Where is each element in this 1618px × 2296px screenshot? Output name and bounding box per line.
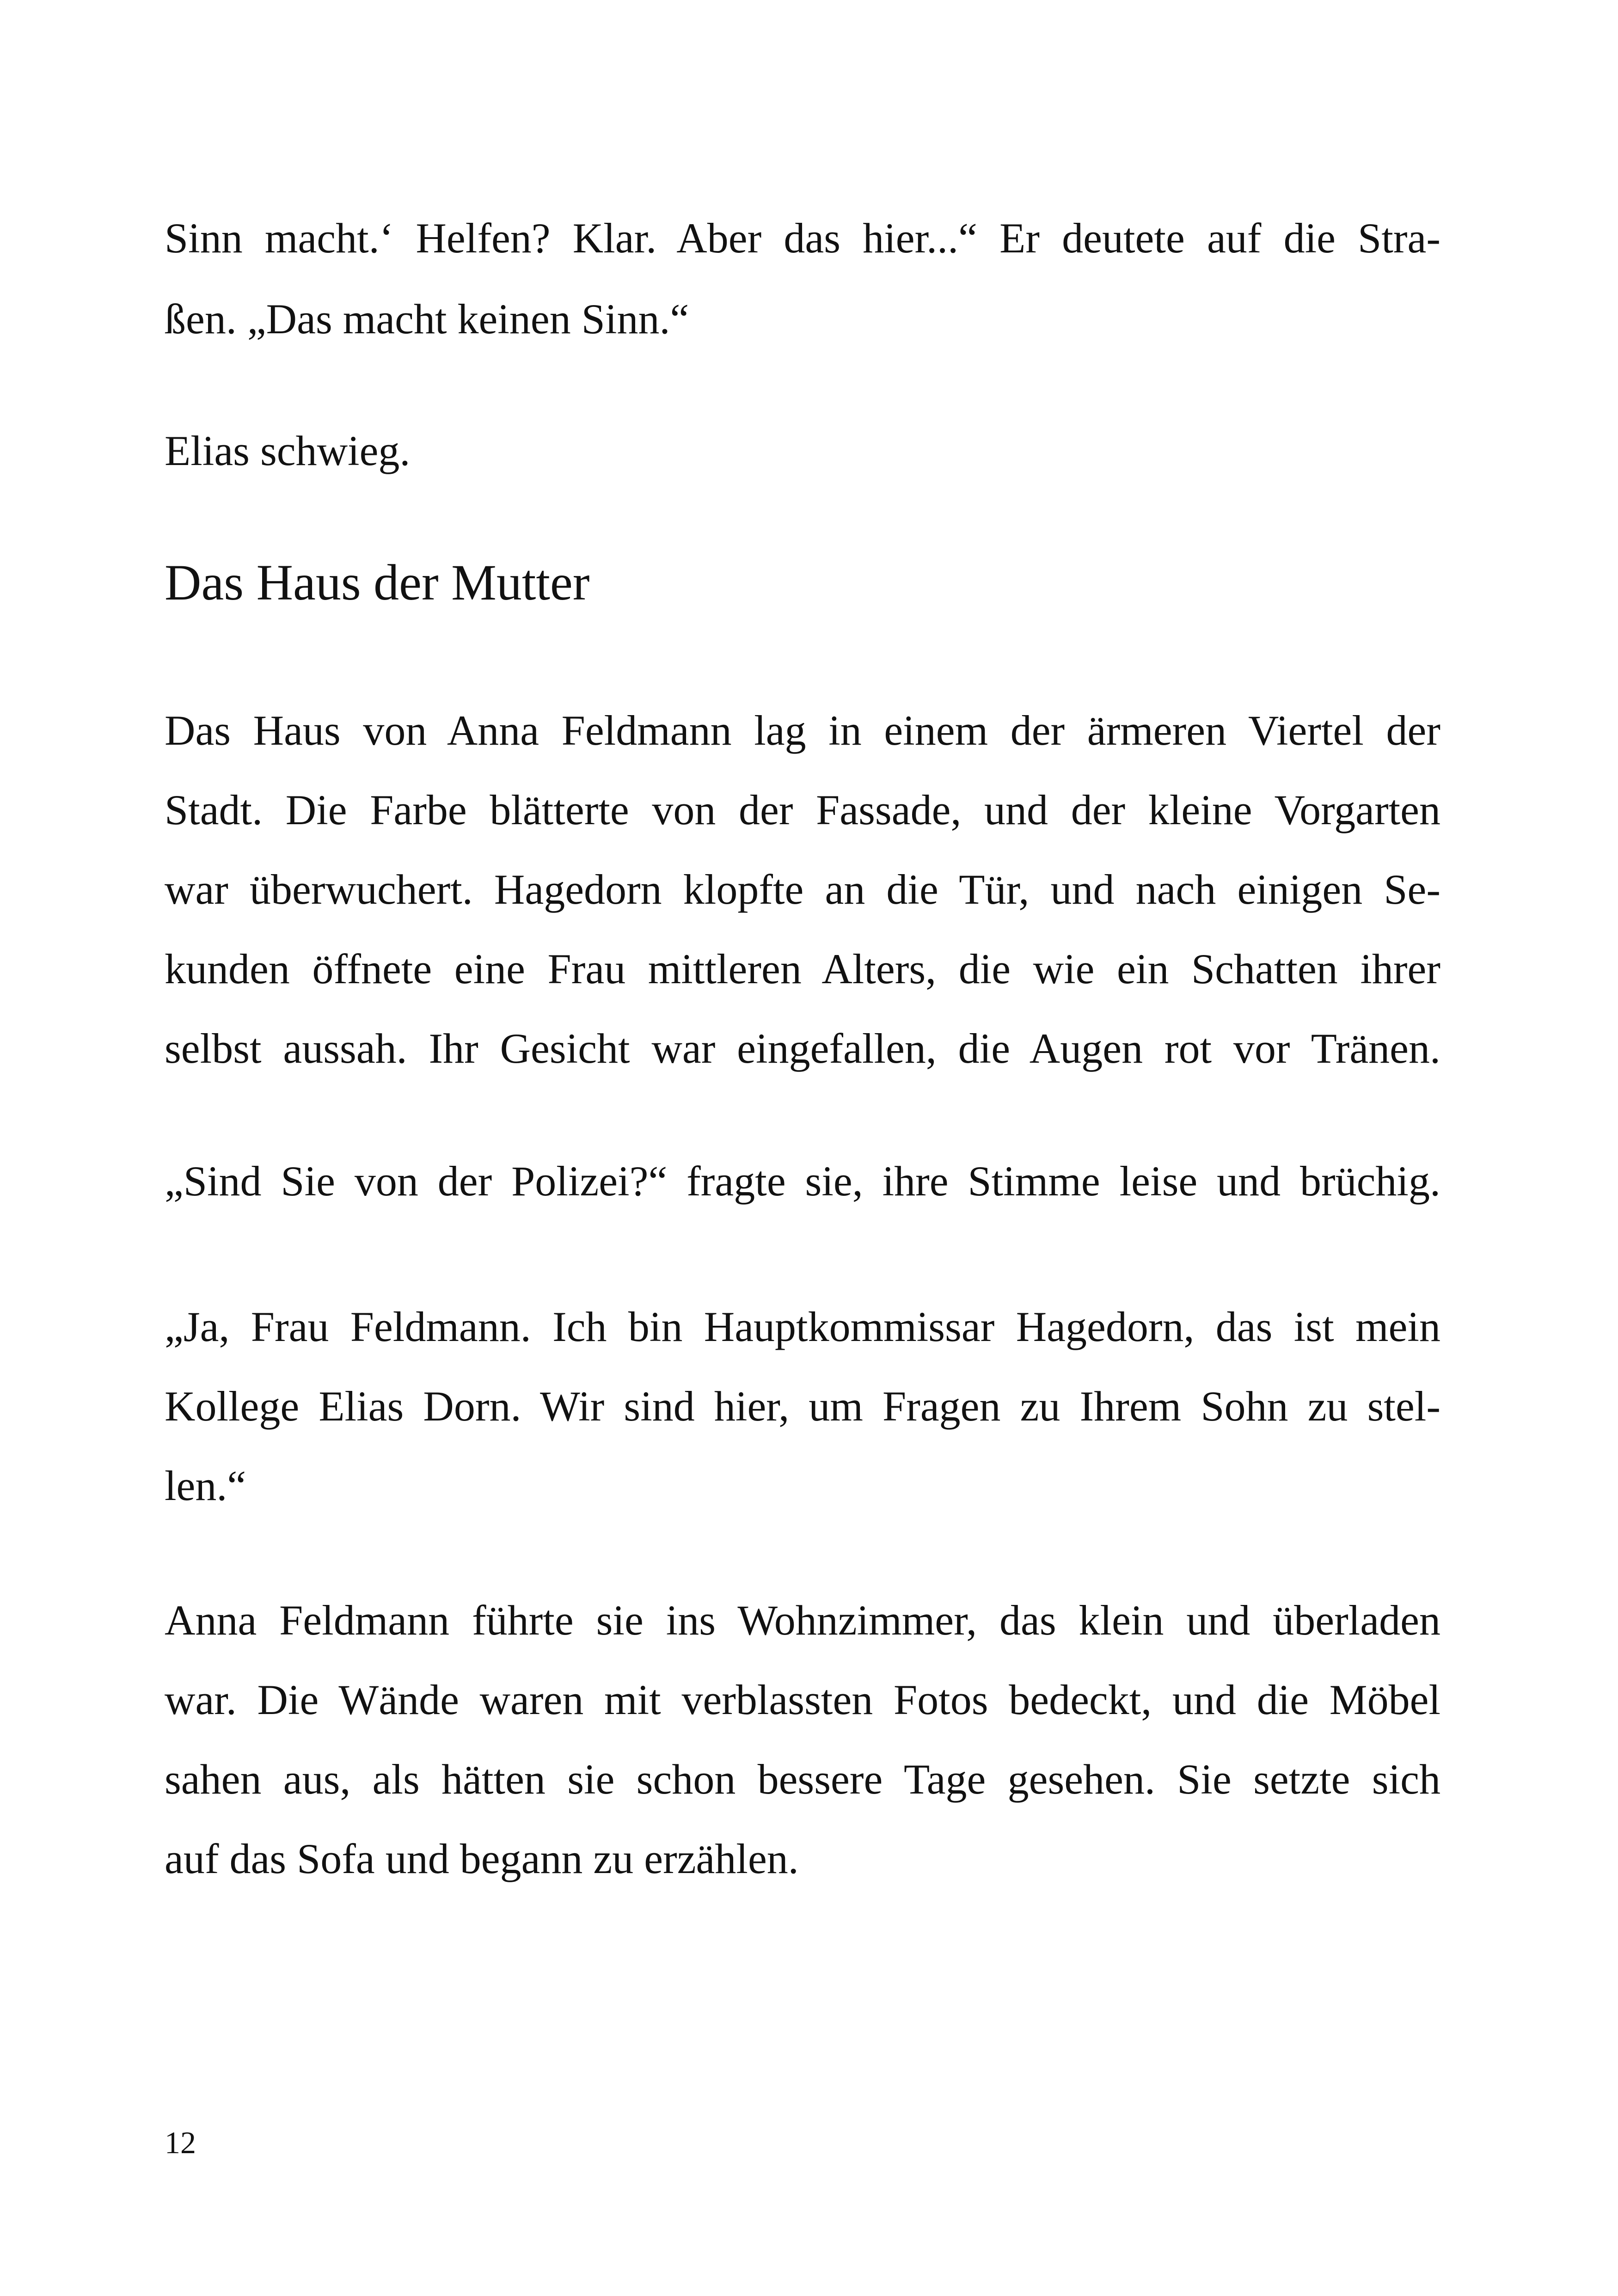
text-line: Das Haus von Anna Feldmann lag in einem der ärmeren Viertel der [165, 707, 1440, 754]
text-line: Stadt. Die Farbe blätterte von der Fassade, und der kleine Vorgarten [165, 786, 1440, 833]
text-line: war. Die Wände waren mit verblassten Fotos bedeckt, und die Möbel [165, 1676, 1440, 1723]
text-line: auf das Sofa und begann zu erzählen. [165, 1835, 799, 1882]
text-line: „Sind Sie von der Polizei?“ fragte sie, ihre Stimme leise und brüchig. [165, 1157, 1440, 1205]
text-line: war überwuchert. Hagedorn klopfte an die Tür, und nach einigen Se- [165, 866, 1440, 913]
text-line: sahen aus, als hätten sie schon bessere Tage gesehen. Sie setzte sich [165, 1756, 1440, 1803]
text-line: Sinn macht.‘ Helfen? Klar. Aber das hier...“ Er deutete auf die Stra- [165, 214, 1440, 262]
text-line: len.“ [165, 1462, 246, 1509]
text-line: Elias schwieg. [165, 427, 411, 474]
text-line: Anna Feldmann führte sie ins Wohnzimmer, das klein und überladen [165, 1597, 1440, 1644]
text-line: kunden öffnete eine Frau mittleren Alters, die wie ein Schatten ihrer [165, 945, 1440, 992]
text-line: ßen. „Das macht keinen Sinn.“ [165, 295, 689, 343]
text-line: Kollege Elias Dorn. Wir sind hier, um Fragen zu Ihrem Sohn zu stel- [165, 1383, 1440, 1430]
text-line: selbst aussah. Ihr Gesicht war eingefallen, die Augen rot vor Tränen. [165, 1025, 1440, 1072]
section-heading: Das Haus der Mutter [165, 554, 590, 611]
page-number: 12 [165, 2125, 196, 2160]
text-line: „Ja, Frau Feldmann. Ich bin Hauptkommissar Hagedorn, das ist mein [165, 1303, 1440, 1350]
